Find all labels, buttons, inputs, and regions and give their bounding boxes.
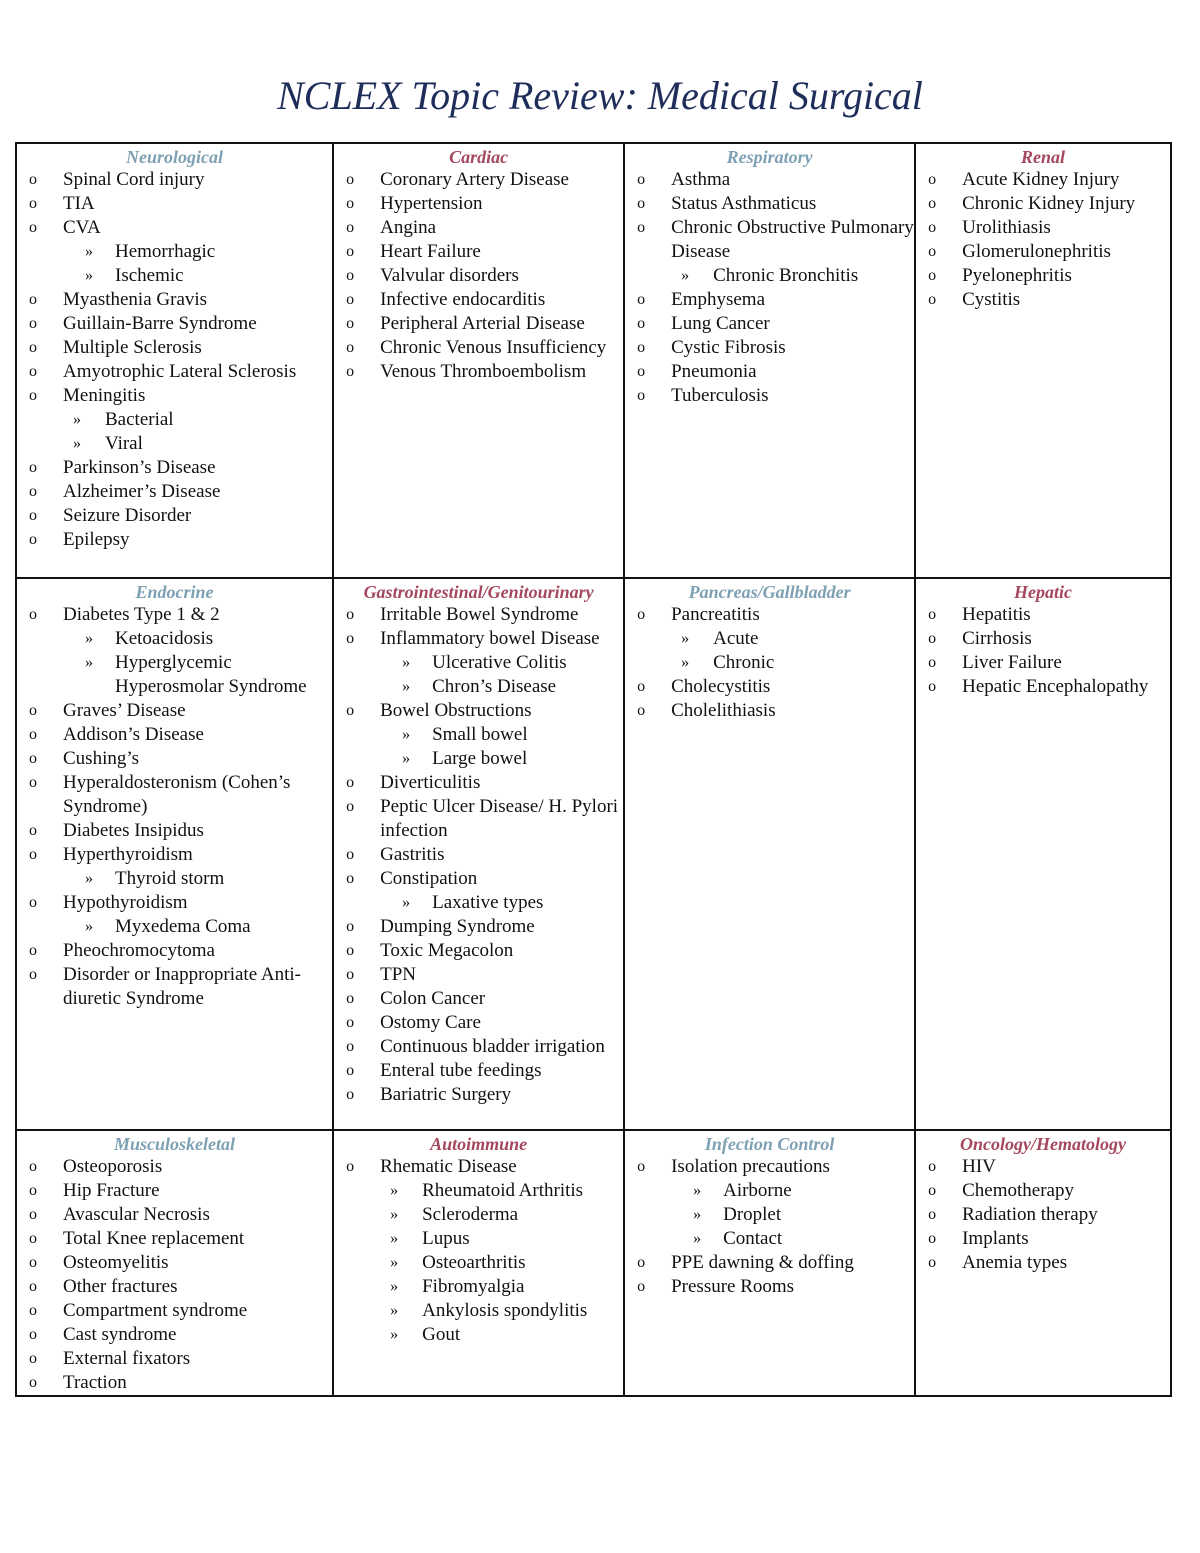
list-item: o Total Knee replacement [17, 1227, 332, 1251]
list-item: o Diabetes Type 1 & 2 [17, 603, 332, 627]
list-item: o Cholecystitis [625, 675, 914, 699]
sub-list-item: » Chronic [625, 651, 914, 675]
sub-list-item: » Hyperglycemic Hyperosmolar Syndrome [17, 651, 332, 699]
topic-cell [915, 143, 1171, 578]
list-item: o Bariatric Surgery [334, 1083, 623, 1107]
list-item: o Hip Fracture [17, 1179, 332, 1203]
topic-list [916, 168, 1170, 312]
list-item: o Angina [334, 216, 623, 240]
category-heading: Oncology/Hematology [960, 1134, 1127, 1154]
topic-list [334, 603, 623, 1107]
category-heading: Gastrointestinal/Genitourinary [363, 582, 594, 602]
category-heading: Cardiac [449, 147, 509, 167]
list-item: o Chronic Kidney Injury [916, 192, 1170, 216]
category-heading: Endocrine [135, 582, 214, 602]
sub-list-item: » Ischemic [17, 264, 332, 288]
topic-cell [624, 578, 915, 1130]
list-item: o Hyperaldosteronism (Cohen’s Syndrome) [17, 771, 332, 819]
topic-cell [624, 143, 915, 578]
list-item: o Pneumonia [625, 360, 914, 384]
list-item: o Ostomy Care [334, 1011, 623, 1035]
sub-list-item: » Rheumatoid Arthritis [334, 1179, 623, 1203]
list-item: o Urolithiasis [916, 216, 1170, 240]
category-heading: Autoimmune [430, 1134, 528, 1154]
topic-list [916, 1155, 1170, 1275]
list-item: o Other fractures [17, 1275, 332, 1299]
list-item: o Pheochromocytoma [17, 939, 332, 963]
list-item: o Radiation therapy [916, 1203, 1170, 1227]
list-item: o Pyelonephritis [916, 264, 1170, 288]
table-row [16, 578, 1171, 1130]
topic-list [625, 1155, 914, 1299]
sub-list-item: » Acute [625, 627, 914, 651]
sub-list-item: » Chronic Bronchitis [625, 264, 914, 288]
topic-cell [915, 578, 1171, 1130]
list-item: o Hypothyroidism [17, 891, 332, 915]
topic-cell [333, 143, 624, 578]
list-item: o Chemotherapy [916, 1179, 1170, 1203]
list-item: o Inflammatory bowel Disease [334, 627, 623, 651]
category-heading: Pancreas/Gallbladder [688, 582, 851, 602]
list-item: o CVA [17, 216, 332, 240]
list-item: o Toxic Megacolon [334, 939, 623, 963]
list-item: o Heart Failure [334, 240, 623, 264]
sub-list-item: » Hemorrhagic [17, 240, 332, 264]
list-item: o Enteral tube feedings [334, 1059, 623, 1083]
list-item: o Constipation [334, 867, 623, 891]
list-item: o Disorder or Inappropriate Anti-diuretic Syndrome [17, 963, 332, 1011]
list-item: o Implants [916, 1227, 1170, 1251]
sub-list-item: » Thyroid storm [17, 867, 332, 891]
topic-list [17, 1155, 332, 1395]
list-item: o Asthma [625, 168, 914, 192]
category-heading: Respiratory [726, 147, 813, 167]
list-item: o Diverticulitis [334, 771, 623, 795]
list-item: o Continuous bladder irrigation [334, 1035, 623, 1059]
sub-list-item: » Large bowel [334, 747, 623, 771]
topic-list [334, 1155, 623, 1347]
list-item: o Spinal Cord injury [17, 168, 332, 192]
list-item: o Cystitis [916, 288, 1170, 312]
list-item: o Gastritis [334, 843, 623, 867]
table-row [16, 1130, 1171, 1396]
sub-list-item: » Myxedema Coma [17, 915, 332, 939]
sub-list-item: » Droplet [625, 1203, 914, 1227]
topic-cell [16, 578, 333, 1130]
list-item: o Rhematic Disease [334, 1155, 623, 1179]
list-item: o Avascular Necrosis [17, 1203, 332, 1227]
list-item: o Anemia types [916, 1251, 1170, 1275]
category-heading: Infection Control [704, 1134, 835, 1154]
list-item: o PPE dawning & doffing [625, 1251, 914, 1275]
topic-cell [16, 143, 333, 578]
list-item: o TIA [17, 192, 332, 216]
list-item: o Infective endocarditis [334, 288, 623, 312]
list-item: o Parkinson’s Disease [17, 456, 332, 480]
list-item: o Cushing’s [17, 747, 332, 771]
sub-list-item: » Laxative types [334, 891, 623, 915]
list-item: o Seizure Disorder [17, 504, 332, 528]
list-item: o Emphysema [625, 288, 914, 312]
list-item: o Osteomyelitis [17, 1251, 332, 1275]
list-item: o Addison’s Disease [17, 723, 332, 747]
list-item: o Irritable Bowel Syndrome [334, 603, 623, 627]
list-item: o Multiple Sclerosis [17, 336, 332, 360]
list-item: o Pancreatitis [625, 603, 914, 627]
list-item: o HIV [916, 1155, 1170, 1179]
list-item: o Graves’ Disease [17, 699, 332, 723]
sub-list-item: » Contact [625, 1227, 914, 1251]
sub-list-item: » Gout [334, 1323, 623, 1347]
list-item: o Hypertension [334, 192, 623, 216]
topic-cell [915, 1130, 1171, 1396]
list-item: o Dumping Syndrome [334, 915, 623, 939]
sub-list-item: » Ketoacidosis [17, 627, 332, 651]
table-row [16, 143, 1171, 578]
list-item: o Chronic Venous Insufficiency [334, 336, 623, 360]
list-item: o Traction [17, 1371, 332, 1395]
topic-list [916, 603, 1170, 699]
list-item: o Alzheimer’s Disease [17, 480, 332, 504]
category-heading: Musculoskeletal [114, 1134, 236, 1154]
list-item: o Cystic Fibrosis [625, 336, 914, 360]
list-item: o Amyotrophic Lateral Sclerosis [17, 360, 332, 384]
list-item: o Colon Cancer [334, 987, 623, 1011]
list-item: o Compartment syndrome [17, 1299, 332, 1323]
list-item: o Guillain-Barre Syndrome [17, 312, 332, 336]
sub-list-item: » Airborne [625, 1179, 914, 1203]
topic-list [625, 603, 914, 723]
sub-list-item: » Chron’s Disease [334, 675, 623, 699]
topic-table [15, 142, 1172, 1397]
list-item: o Lung Cancer [625, 312, 914, 336]
category-heading: Neurological [126, 147, 224, 167]
list-item: o Cholelithiasis [625, 699, 914, 723]
list-item: o Liver Failure [916, 651, 1170, 675]
list-item: o Hepatic Encephalopathy [916, 675, 1170, 699]
page-title: NCLEX Topic Review: Medical Surgical [277, 73, 923, 118]
list-item: o Peripheral Arterial Disease [334, 312, 623, 336]
topic-cell [16, 1130, 333, 1396]
list-item: o Osteoporosis [17, 1155, 332, 1179]
category-heading: Renal [1021, 147, 1066, 167]
list-item: o Cirrhosis [916, 627, 1170, 651]
list-item: o Isolation precautions [625, 1155, 914, 1179]
list-item: o Peptic Ulcer Disease/ H. Pylori infection [334, 795, 623, 843]
list-item: o Myasthenia Gravis [17, 288, 332, 312]
sub-list-item: » Viral [17, 432, 332, 456]
list-item: o Meningitis [17, 384, 332, 408]
sub-list-item: » Fibromyalgia [334, 1275, 623, 1299]
sub-list-item: » Osteoarthritis [334, 1251, 623, 1275]
list-item: o Cast syndrome [17, 1323, 332, 1347]
list-item: o Acute Kidney Injury [916, 168, 1170, 192]
list-item: o Diabetes Insipidus [17, 819, 332, 843]
category-heading: Hepatic [1014, 582, 1073, 602]
list-item: o TPN [334, 963, 623, 987]
topic-cell [333, 578, 624, 1130]
list-item: o Valvular disorders [334, 264, 623, 288]
list-item: o Hyperthyroidism [17, 843, 332, 867]
list-item: o Venous Thromboembolism [334, 360, 623, 384]
list-item: o Glomerulonephritis [916, 240, 1170, 264]
topic-cell [624, 1130, 915, 1396]
sub-list-item: » Ulcerative Colitis [334, 651, 623, 675]
sub-list-item: » Small bowel [334, 723, 623, 747]
sub-list-item: » Scleroderma [334, 1203, 623, 1227]
sub-list-item: » Lupus [334, 1227, 623, 1251]
list-item: o Bowel Obstructions [334, 699, 623, 723]
list-item: o Epilepsy [17, 528, 332, 552]
list-item: o Status Asthmaticus [625, 192, 914, 216]
list-item: o Hepatitis [916, 603, 1170, 627]
topic-cell [333, 1130, 624, 1396]
sub-list-item: » Bacterial [17, 408, 332, 432]
list-item: o Tuberculosis [625, 384, 914, 408]
topic-list [334, 168, 623, 384]
list-item: o External fixators [17, 1347, 332, 1371]
sub-list-item: » Ankylosis spondylitis [334, 1299, 623, 1323]
topic-list [625, 168, 914, 408]
list-item: o Coronary Artery Disease [334, 168, 623, 192]
topic-list [17, 168, 332, 552]
list-item: o Chronic Obstructive Pulmonary Disease [625, 216, 914, 264]
topic-list [17, 603, 332, 1011]
list-item: o Pressure Rooms [625, 1275, 914, 1299]
